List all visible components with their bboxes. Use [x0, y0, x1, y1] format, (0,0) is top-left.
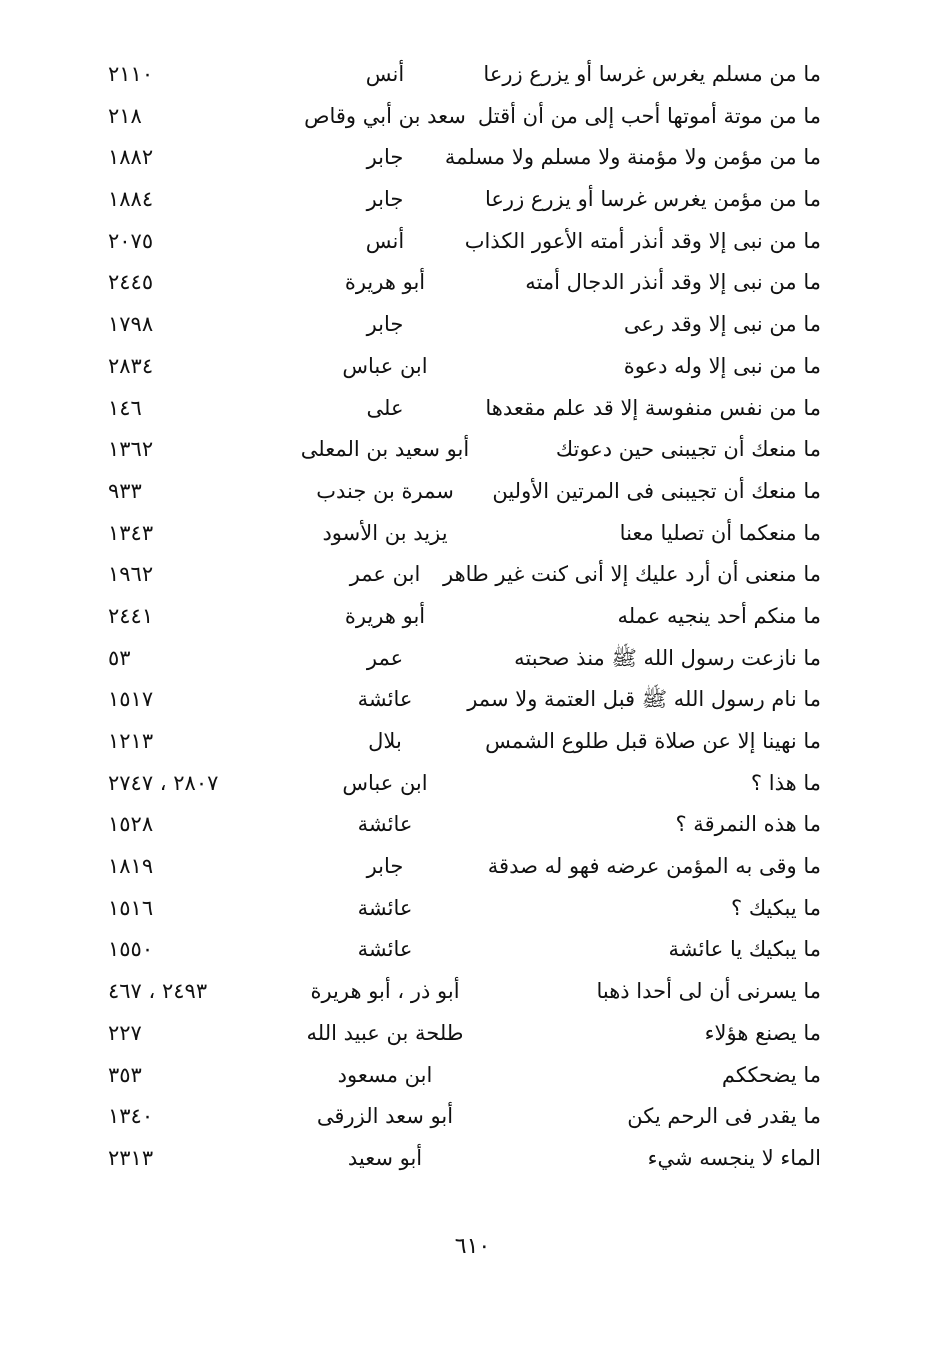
hadith-text: ما من مسلم يغرس غرسا أو يزرع زرعا [483, 62, 821, 86]
narrator: ابن مسعود [337, 1062, 433, 1087]
narrator: أبو سعد الزرقى [316, 1104, 454, 1129]
hadith-number: ٢٤٩٣ ، ٤٦٧ [108, 979, 208, 1004]
index-row [0, 929, 945, 971]
hadith-number: ٢٨٣٤ [108, 353, 154, 378]
narrator: عائشة [357, 895, 413, 920]
narrator: سمرة بن جندب [316, 478, 454, 503]
hadith-number: ٢١١٠ [108, 62, 154, 86]
hadith-number: ١٥٢٨ [108, 812, 154, 837]
hadith-number: ٢١٨ [108, 103, 142, 128]
hadith-text: ما منعكما أن تصليا معنا [619, 520, 821, 545]
index-row [0, 304, 945, 346]
hadith-text: ما نهينا إلا عن صلاة قبل طلوع الشمس [485, 729, 821, 753]
hadith-number: ٢٤٤١ [108, 603, 154, 628]
narrator: عائشة [357, 812, 413, 837]
index-row [0, 346, 945, 388]
narrator: أبو سعيد [347, 1145, 423, 1170]
page-number: ٦١٠ [454, 1234, 491, 1259]
hadith-text: ما منكم أحد ينجيه عمله [617, 603, 821, 628]
hadith-number: ٢٨٠٧ ، ٢٧٤٧ [108, 770, 219, 795]
index-row [0, 262, 945, 304]
hadith-number: ١٨٨٤ [108, 187, 154, 212]
index-row [0, 763, 945, 805]
hadith-number: ٣٥٣ [108, 1062, 142, 1087]
hadith-number: ٩٣٣ [108, 478, 142, 503]
index-row [0, 513, 945, 555]
hadith-text: ما من نبى إلا وقد أنذر الدجال أمته [525, 270, 821, 295]
index-row [0, 429, 945, 471]
hadith-text: ما من نبى إلا وقد أنذر أمته الأعور الكذاب [464, 228, 821, 253]
hadith-number: ١٥٥٠ [108, 937, 154, 962]
hadith-text: ما من مؤمن يغرس غرسا أو يزرع زرعا [485, 187, 821, 212]
narrator: طلحة بن عبيد الله [306, 1020, 464, 1045]
index-row [0, 971, 945, 1013]
index-row [0, 804, 945, 846]
hadith-number: ١٣٤٣ [108, 520, 154, 545]
hadith-number: ١٨١٩ [108, 854, 154, 879]
index-row [0, 846, 945, 888]
hadith-number: ١٣٤٠ [108, 1104, 154, 1129]
narrator: أبو هريرة [344, 603, 426, 628]
hadith-number: ١٧٩٨ [108, 312, 154, 337]
narrator: ابن عباس [342, 353, 428, 378]
hadith-text: ما يبكيك يا عائشة [668, 937, 821, 962]
narrator: أنس [365, 228, 405, 253]
hadith-number: ٢٤٤٥ [108, 270, 154, 295]
hadith-number: ٢٣١٣ [108, 1145, 154, 1170]
index-row [0, 221, 945, 263]
hadith-number: ١٥١٧ [108, 687, 154, 712]
index-row [0, 388, 945, 430]
index-row [0, 471, 945, 513]
index-row [0, 179, 945, 221]
narrator: جابر [366, 145, 404, 170]
index-row [0, 638, 945, 680]
hadith-text: ما يسرنى أن لى أحدا ذهبا [596, 979, 821, 1004]
narrator: على [366, 395, 404, 420]
narrator: جابر [366, 187, 404, 212]
index-row [0, 1055, 945, 1097]
hadith-number: ١٣٦٢ [108, 437, 154, 462]
hadith-number: ٢٠٧٥ [108, 228, 154, 253]
index-row [0, 96, 945, 138]
hadith-number: ١٨٨٢ [108, 145, 154, 170]
hadith-text: ما من مؤمن ولا مؤمنة ولا مسلم ولا مسلمة [444, 145, 821, 170]
index-row [0, 679, 945, 721]
hadith-number: ٥٣ [108, 645, 131, 670]
hadith-text: ما من موتة أموتها أحب إلى من أن أقتل [477, 103, 821, 128]
narrator: ابن عباس [342, 770, 428, 795]
hadith-number: ١٢١٣ [108, 729, 154, 753]
hadith-text: ما يقدر فى الرحم يكن [627, 1104, 821, 1129]
hadith-number: ١٩٦٢ [108, 562, 154, 587]
hadith-number: ١٤٦ [108, 395, 142, 420]
narrator: أبو سعيد بن المعلى [300, 437, 470, 462]
narrator: جابر [366, 312, 404, 337]
narrator: جابر [366, 854, 404, 879]
hadith-text: ما من نفس منفوسة إلا قد علم مقعدها [485, 395, 821, 420]
hadith-text: الماء لا ينجسه شيء [647, 1145, 821, 1170]
narrator: عمر [366, 645, 404, 670]
hadith-index-table [0, 54, 945, 1180]
hadith-number: ١٥١٦ [108, 895, 154, 920]
hadith-text: ما نازعت رسول الله ﷺ منذ صحبته [514, 645, 821, 670]
index-row [0, 1138, 945, 1180]
narrator: ابن عمر [349, 562, 421, 587]
narrator: سعد بن أبي وقاص [304, 103, 466, 128]
hadith-text: ما يصنع هؤلاء [704, 1020, 821, 1045]
index-row [0, 54, 945, 96]
hadith-text: ما من نبى إلا وقد رعى [623, 312, 821, 337]
narrator: عائشة [357, 687, 413, 712]
hadith-text: ما يبكيك ؟ [731, 895, 821, 920]
index-row [0, 1096, 945, 1138]
index-row [0, 721, 945, 763]
narrator: بلال [368, 729, 402, 753]
narrator: أنس [365, 62, 405, 86]
hadith-text: ما نام رسول الله ﷺ قبل العتمة ولا سمر [467, 687, 821, 712]
index-row [0, 137, 945, 179]
hadith-text: ما منعنى أن أرد عليك إلا أنى كنت غير طاهر [442, 562, 821, 587]
narrator: أبو ذر ، أبو هريرة [310, 979, 460, 1004]
index-row [0, 596, 945, 638]
hadith-text: ما يضحككم [721, 1062, 821, 1087]
index-row [0, 554, 945, 596]
hadith-number: ٢٢٧ [108, 1020, 142, 1045]
hadith-text: ما هذه النمرقة ؟ [675, 812, 821, 837]
hadith-text: ما منعك أن تجيبنى حين دعوتك [555, 437, 821, 462]
narrator: يزيد بن الأسود [322, 520, 448, 545]
narrator: أبو هريرة [344, 270, 426, 295]
hadith-text: ما منعك أن تجيبنى فى المرتين الأولين [492, 478, 821, 503]
index-row [0, 1013, 945, 1055]
index-row [0, 888, 945, 930]
narrator: عائشة [357, 937, 413, 962]
hadith-text: ما من نبى إلا وله دعوة [623, 353, 821, 378]
hadith-text: ما وقى به المؤمن عرضه فهو له صدقة [487, 854, 821, 879]
hadith-text: ما هذا ؟ [750, 770, 821, 795]
